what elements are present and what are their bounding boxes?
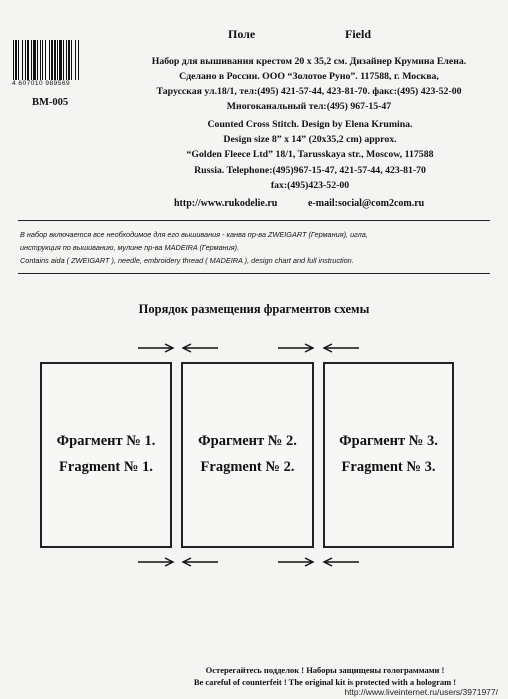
website-link[interactable]: http://www.rukodelie.ru: [174, 198, 278, 209]
barcode-bar: [13, 40, 14, 80]
info-en-line: Russia. Telephone:(495)967-15-47, 421-57-44, 423-81-70: [194, 164, 426, 176]
barcode-bar: [49, 40, 50, 80]
barcode-bar: [33, 40, 36, 80]
barcode-bar: [42, 40, 43, 80]
counterfeit-warning-ru: Остерегайтесь подделок ! Наборы защищены голограммами !: [205, 665, 445, 675]
barcode-bar: [57, 40, 58, 80]
barcode-bar: [51, 40, 53, 80]
info-ru-line: Набор для вышивания крестом 20 х 35,2 см. Дизайнер Крумина Елена.: [151, 56, 467, 67]
arrow-left-icon: [323, 343, 359, 353]
barcode-bar: [18, 40, 19, 80]
barcode-bar: [78, 40, 79, 80]
barcode-bar: [71, 40, 72, 80]
watermark: http://www.liveinternet.ru/users/3971977/: [344, 687, 498, 697]
fragment-2-en: Fragment № 2.: [200, 459, 295, 475]
info-en-line: Design size 8” x 14” (20х35,2 cm) approx.: [223, 134, 397, 146]
divider-bottom: [18, 273, 490, 274]
fragment-3-ru: Фрагмент № 3.: [339, 433, 438, 449]
arrow-left-icon: [323, 557, 359, 567]
info-en-block: [120, 117, 500, 193]
fragment-box-2: [181, 362, 314, 548]
barcode-bar: [59, 40, 62, 80]
arrow-right-icon: [138, 557, 174, 567]
fragment-box-1: [40, 362, 172, 548]
counterfeit-warning-en: Be careful of counterfeit ! The original kit is protected with a hologram !: [193, 677, 457, 687]
info-en-line: “Golden Fleece Ltd” 18/1, Tarusskaya str., Moscow, 117588: [186, 149, 434, 161]
barcode-bar: [54, 40, 56, 80]
barcode-bar: [40, 40, 41, 80]
arrow-right-icon: [138, 343, 174, 353]
email-link[interactable]: e-mail:social@com2com.ru: [308, 198, 425, 209]
barcode: [12, 40, 114, 80]
barcode-bar: [75, 40, 76, 80]
contents-note-ru-line: В набор включается все необходимое для его вышивания - канва пр-ва ZWEIGART (Германия), игла,: [20, 230, 368, 239]
fragment-1-en: Fragment № 1.: [59, 459, 153, 475]
fragment-box-3: [323, 362, 454, 548]
barcode-bar: [37, 40, 38, 80]
fragment-1-label: [42, 428, 170, 480]
contents-note-en-line: Contains aida ( ZWEIGART ), needle, embroidery thread ( MADEIRA ), design chart and full instruction.: [20, 256, 354, 265]
info-ru-block: [118, 54, 500, 114]
product-code: ВМ-005: [32, 97, 69, 108]
barcode-bar: [27, 40, 29, 80]
section-title: Порядок размещения фрагментов схемы: [138, 302, 370, 316]
fragment-1-ru: Фрагмент № 1.: [56, 433, 156, 449]
barcode-bar: [45, 40, 46, 80]
divider-top: [18, 220, 490, 221]
info-en-line: Counted Cross Stitch. Design by Elena Krumina.: [207, 119, 413, 130]
barcode-bar: [63, 40, 64, 80]
barcode-bar: [68, 40, 70, 80]
arrow-right-icon: [278, 557, 314, 567]
barcode-bar: [25, 40, 26, 80]
fragment-2-ru: Фрагмент № 2.: [198, 433, 297, 449]
contents-note-ru-line: инструкция по вышиванию, мулине пр-ва MADEIRA (Германия).: [20, 243, 240, 252]
info-ru-line: Многоканальный тел:(495) 967-15-47: [226, 101, 392, 112]
info-ru-line: Тарусская ул.18/1, тел:(495) 421-57-44, 423-81-70. факс:(495) 423-52-00: [156, 86, 462, 97]
field-label-en: Field: [345, 27, 371, 41]
barcode-number: 4 607010 989569: [12, 80, 71, 87]
contents-note: [20, 228, 490, 267]
barcode-bar: [66, 40, 67, 80]
field-label-ru: Поле: [228, 27, 256, 41]
info-ru-line: Сделано в России. ООО “Золотое Руно”. 117588, г. Москва,: [179, 71, 439, 82]
fragment-3-en: Fragment № 3.: [341, 459, 436, 475]
arrow-left-icon: [182, 343, 218, 353]
fragment-2-label: [183, 428, 312, 480]
arrow-left-icon: [182, 557, 218, 567]
fragment-3-label: [325, 428, 452, 480]
barcode-bar: [22, 40, 23, 80]
info-en-line: fax:(495)423-52-00: [270, 179, 350, 191]
barcode-bar: [31, 40, 32, 80]
barcode-bar: [15, 40, 17, 80]
arrow-right-icon: [278, 343, 314, 353]
